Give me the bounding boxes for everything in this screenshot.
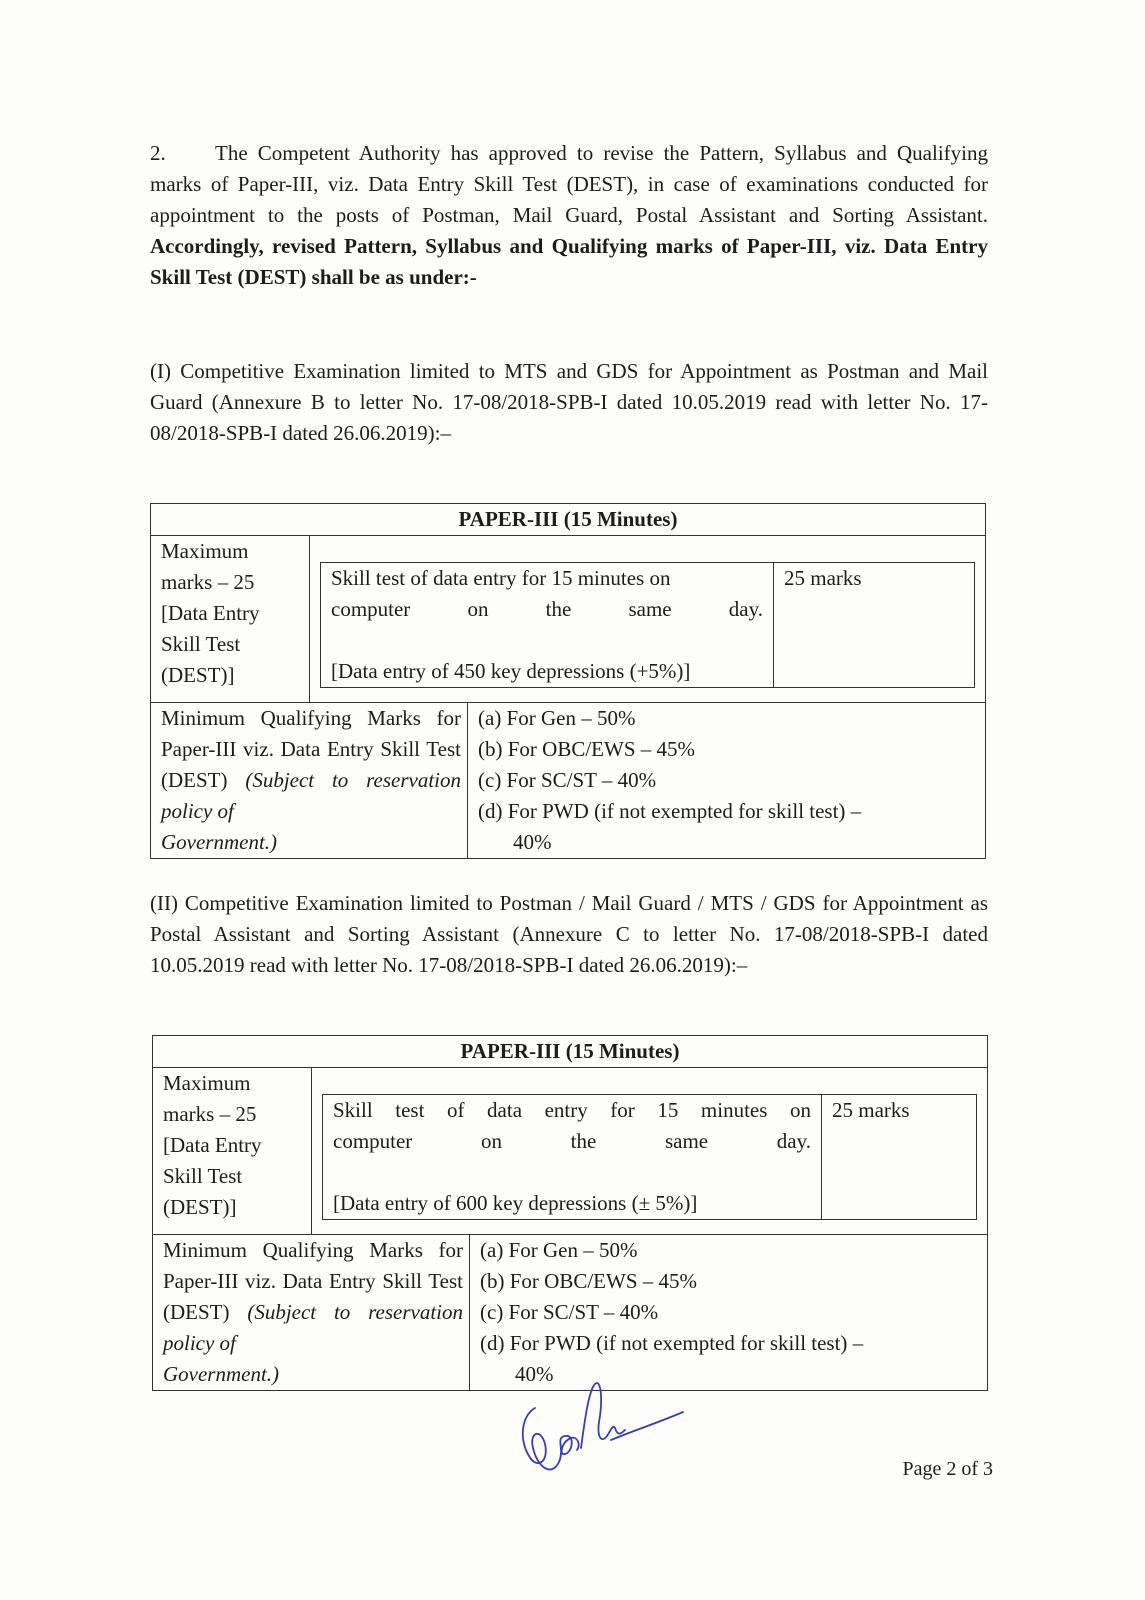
max-marks-line: Skill Test [161,632,241,656]
reservation-note: (Subject to reservation policy of [163,1300,463,1355]
qualifying-marks-table-2 [152,1234,988,1391]
max-marks-line: Maximum [161,539,249,563]
paragraph-2-text: The Competent Authority has approved to revise the Pattern, Syllabus and Qualifying marks of Paper-III, viz. Data Entry Skill Test (DEST), in case of examinations conducted for appointment to the posts of Postman, Mail Guard, Postal Assistant and Sorting Assistant. [150,141,988,227]
marks-cell: 25 marks [822,1095,977,1220]
min-qualifying-text: Minimum Qualifying Marks for Paper-III viz. Data Entry Skill Test (DEST) [163,1238,463,1324]
reservation-note-end: Government.) [161,830,278,854]
skill-test-line-2: computer on the same day. [333,1129,811,1153]
max-marks-line: [Data Entry [161,601,260,625]
max-marks-line: Maximum [163,1071,251,1095]
paragraph-2-bold-text: Accordingly, revised Pattern, Syllabus and Qualifying marks of Paper-III, viz. Data Entry Skill Test (DEST) shall be as under:- [150,234,988,289]
skill-test-line-1: Skill test of data entry for 15 minutes on [333,1098,811,1122]
skill-test-wrapper [312,1068,988,1235]
option-sc-st: (c) For SC/ST – 40% [480,1300,659,1324]
max-marks-cell [153,1068,312,1235]
max-marks-line: (DEST)] [161,663,235,687]
max-marks-line: [Data Entry [163,1133,262,1157]
signature-icon [515,1378,695,1488]
max-marks-line: Skill Test [163,1164,243,1188]
option-obc-ews: (b) For OBC/EWS – 45% [478,737,695,761]
qualifying-marks-table-1 [150,702,986,859]
table-title: PAPER-III (15 Minutes) [151,504,986,536]
reservation-note-end: Government.) [163,1362,280,1386]
skill-test-description [321,563,774,688]
paragraph-2 [150,138,988,293]
qualifying-options [468,703,986,859]
max-marks-line: marks – 25 [161,570,255,594]
option-pwd-value: 40% [515,1362,554,1386]
option-pwd: (d) For PWD (if not exempted for skill test) – [480,1331,864,1355]
max-marks-cell [151,536,310,703]
option-sc-st: (c) For SC/ST – 40% [478,768,657,792]
qualifying-options [470,1235,988,1391]
min-qualifying-cell [153,1235,470,1391]
page-number: Page 2 of 3 [902,1458,993,1480]
marks-cell: 25 marks [774,563,975,688]
option-gen: (a) For Gen – 50% [478,706,636,730]
option-obc-ews: (b) For OBC/EWS – 45% [480,1269,697,1293]
skill-test-inner-table [322,1094,977,1220]
key-depressions: [Data entry of 450 key depressions (+5%)] [331,659,691,683]
skill-test-description [323,1095,822,1220]
section-2-heading: (II) Competitive Examination limited to Postman / Mail Guard / MTS / GDS for Appointment as Postal Assistant and Sorting Assistant (Annexure C to letter No. 17-08/2018-SPB-I dated 10.05.2019 read with letter No. 17-08/2018-SPB-I dated 26.06.2019):– [150,891,988,977]
min-qualifying-text: Minimum Qualifying Marks for Paper-III viz. Data Entry Skill Test (DEST) [161,706,461,792]
max-marks-line: (DEST)] [163,1195,237,1219]
skill-test-inner-table [320,562,975,688]
key-depressions: [Data entry of 600 key depressions (± 5%)] [333,1191,698,1215]
section-1-heading: (I) Competitive Examination limited to MTS and GDS for Appointment as Postman and Mail Guard (Annexure B to letter No. 17-08/2018-SPB-I dated 10.05.2019 read with letter No. 17-08/2018-SPB-I dated 26.06.2019):– [150,359,988,445]
paper-3-table-2 [152,1035,988,1235]
table-title: PAPER-III (15 Minutes) [153,1036,988,1068]
skill-test-wrapper [310,536,986,703]
option-gen: (a) For Gen – 50% [480,1238,638,1262]
option-pwd: (d) For PWD (if not exempted for skill test) – [478,799,862,823]
skill-test-line-2: computer on the same day. [331,597,763,621]
reservation-note: (Subject to reservation policy of [161,768,461,823]
paragraph-number: 2. [150,141,166,165]
option-pwd-value: 40% [513,830,552,854]
max-marks-line: marks – 25 [163,1102,257,1126]
min-qualifying-cell [151,703,468,859]
skill-test-line-1: Skill test of data entry for 15 minutes on [331,566,671,590]
paper-3-table-1 [150,503,986,703]
